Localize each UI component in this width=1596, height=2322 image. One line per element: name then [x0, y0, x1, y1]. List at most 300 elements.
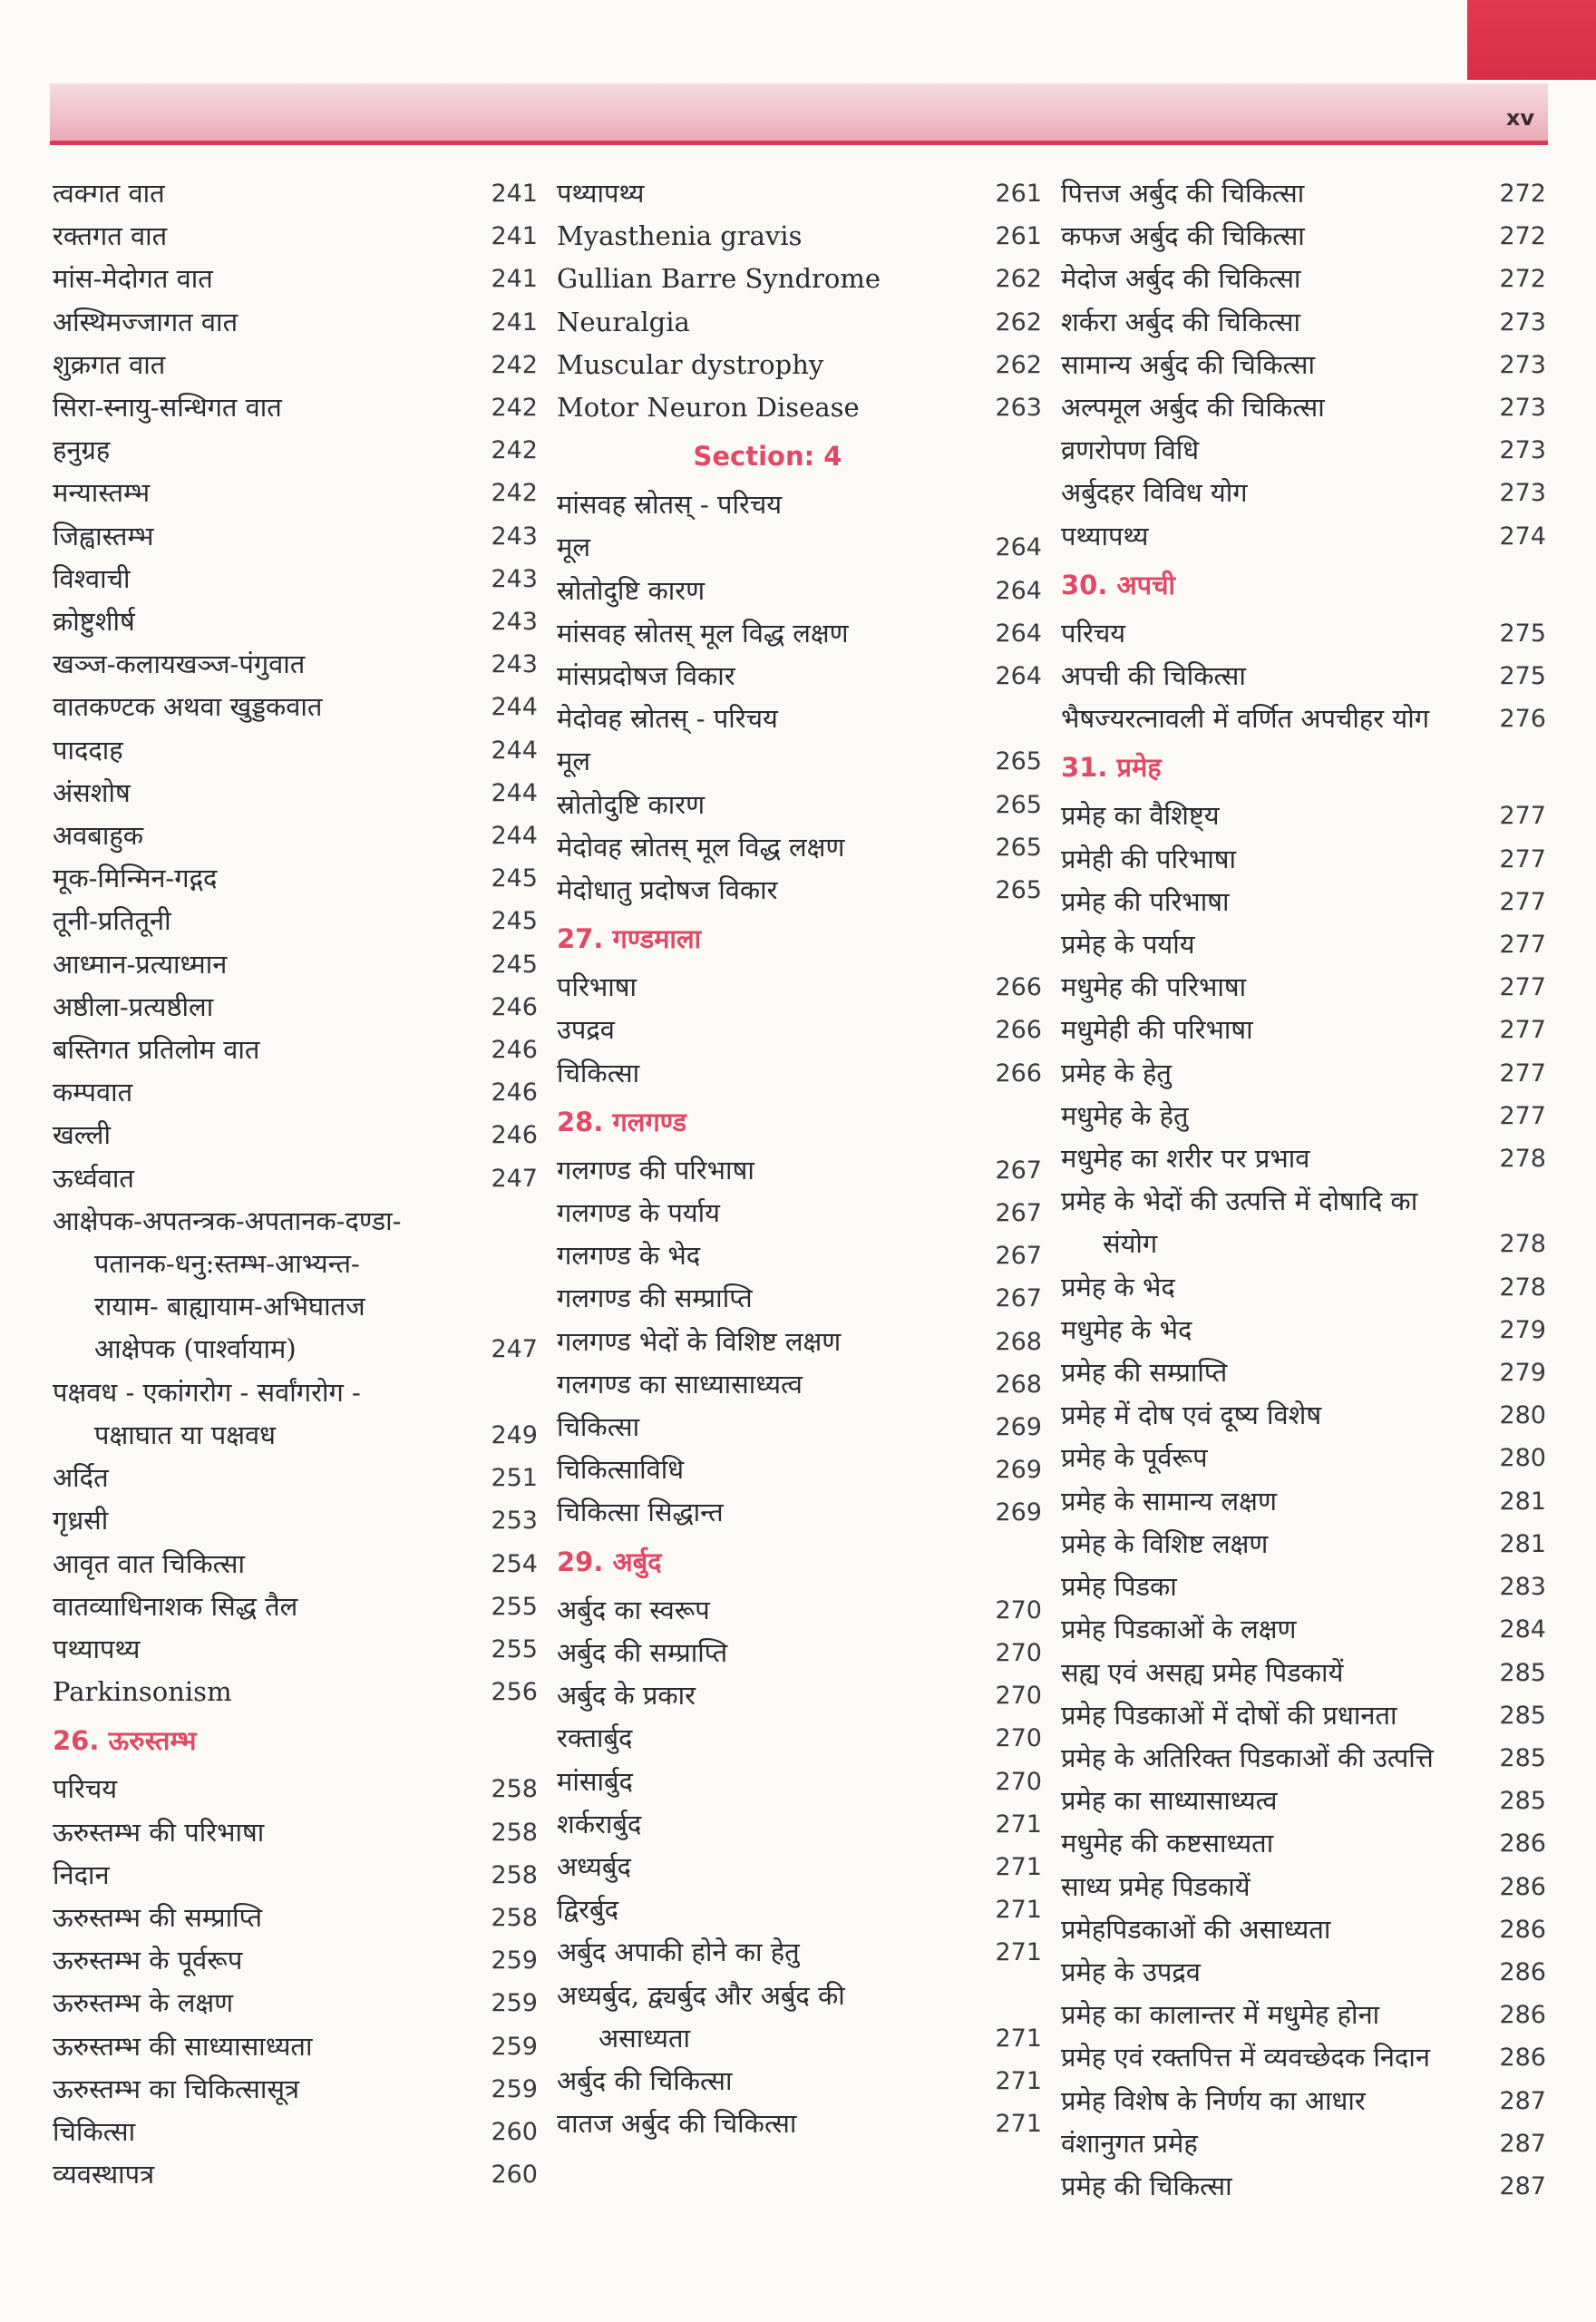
entry-title: अवबाहुक	[53, 820, 144, 852]
entry-title: Parkinsonism	[53, 1676, 232, 1708]
entry-title-continuation: आक्षेपक (पार्श्वायाम)	[94, 1333, 297, 1365]
page-ref: 246	[491, 1121, 538, 1150]
page-ref: 286	[1499, 1915, 1546, 1944]
toc-entry	[557, 1888, 1042, 1931]
toc-entry	[1061, 1994, 1546, 2036]
page-ref: 247	[491, 1164, 538, 1193]
toc-entry	[53, 2068, 538, 2111]
toc-entry	[53, 1499, 538, 1542]
page-ref: 244	[491, 693, 538, 722]
page-ref: 274	[1499, 522, 1546, 551]
entry-title: प्रमेह के भेद	[1061, 1271, 1175, 1302]
page-ref: 270	[995, 1638, 1042, 1667]
entry-title: गलगण्ड भेदों के विशिष्ट लक्षण	[557, 1325, 842, 1357]
entry-title: खञ्ज-कलायखञ्ज-पंगुवात	[53, 649, 306, 680]
page-ref: 278	[1499, 1145, 1546, 1174]
entry-title: ऊरुस्तम्भ के पूर्वरूप	[53, 1945, 243, 1976]
toc-entry	[53, 729, 538, 772]
toc-entry	[557, 1589, 1042, 1632]
toc-entry	[53, 1982, 538, 2024]
entry-title: पक्षवध - एकांगरोग - सर्वांगरोग -	[53, 1376, 361, 1408]
page-ref: 272	[1499, 222, 1546, 251]
entry-title: मांसवह स्रोतस् मूल विद्ध लक्षण	[557, 617, 849, 649]
toc-entry	[557, 869, 1042, 912]
toc-entry	[53, 1543, 538, 1585]
toc-entry	[557, 1009, 1042, 1051]
page-ref: 267	[995, 1199, 1042, 1228]
entry-title: चिकित्सा	[557, 1411, 640, 1443]
page-ref: 285	[1499, 1743, 1546, 1772]
entry-title: प्रमेह का वैशिष्ट्य	[1061, 800, 1220, 832]
entry-title: प्रमेह के विशिष्ट लक्षण	[1061, 1527, 1269, 1559]
page-ref: 249	[491, 1420, 538, 1449]
toc-entry	[53, 472, 538, 514]
entry-title: रक्तगत वात	[53, 220, 168, 252]
toc-entry	[1061, 795, 1546, 837]
toc-entry	[557, 1674, 1042, 1717]
toc-entry	[1061, 612, 1546, 655]
toc-entry	[1061, 2080, 1546, 2122]
entry-title: वातव्याधिनाशक सिद्ध तैल	[53, 1590, 298, 1622]
toc-entry	[53, 215, 538, 258]
entry-title: विश्वाची	[53, 562, 131, 594]
toc-entry	[557, 301, 1042, 344]
entry-title: पथ्यापथ्य	[557, 178, 645, 209]
toc-entry	[1061, 1266, 1546, 1309]
entry-title: अस्थिमज्जागत वात	[53, 306, 238, 337]
page-ref: 271	[995, 1896, 1042, 1925]
section-heading: 27. गण्डमाला	[557, 923, 702, 955]
page-ref: 242	[491, 479, 538, 508]
entry-title: ऊरुस्तम्भ के लक्षण	[53, 1987, 234, 2019]
toc-entry	[557, 1717, 1042, 1760]
page-ref: 266	[995, 1016, 1042, 1045]
toc-entry	[53, 2153, 538, 2196]
entry-title: प्रमेह के अतिरिक्त पिडकाओं की उत्पत्ति	[1061, 1742, 1434, 1773]
toc-entry	[1061, 215, 1546, 258]
toc-column-1	[53, 172, 538, 2196]
entry-title: गलगण्ड की सम्प्राप्ति	[557, 1283, 753, 1314]
page-ref: 260	[491, 2117, 538, 2146]
page-ref: 279	[1499, 1315, 1546, 1344]
toc-entry	[53, 857, 538, 900]
entry-title: चिकित्साविधि	[557, 1454, 685, 1486]
toc-entry	[557, 386, 1042, 429]
toc-entry	[557, 698, 1042, 740]
toc-entry	[1061, 472, 1546, 514]
toc-entry	[53, 1157, 538, 1200]
toc-entry	[1061, 1566, 1546, 1608]
toc-entry	[557, 1149, 1042, 1192]
page-ref: 284	[1499, 1615, 1546, 1644]
entry-title: तूनी-प्रतितूनी	[53, 905, 171, 937]
entry-title: स्रोतोदुष्टि कारण	[557, 788, 706, 820]
toc-entry	[1061, 1652, 1546, 1694]
toc-entry	[557, 1975, 1042, 2060]
toc-entry	[1061, 838, 1546, 881]
page-ref: 286	[1499, 2001, 1546, 2030]
toc-entry	[557, 826, 1042, 869]
page-ref: 278	[1499, 1273, 1546, 1302]
entry-title: परिचय	[1061, 617, 1126, 649]
entry-title: अंसशोष	[53, 776, 131, 808]
entry-title: मूल	[557, 746, 591, 777]
toc-entry	[557, 570, 1042, 612]
toc-entry	[1061, 258, 1546, 300]
entry-title: Muscular dystrophy	[557, 348, 824, 380]
entry-title: चिकित्सा सिद्धान्त	[557, 1497, 724, 1528]
entry-title: मांसवह स्रोतस् - परिचय	[557, 489, 783, 521]
entry-title: मन्यास्तम्भ	[53, 477, 151, 509]
page-ref: 266	[995, 1059, 1042, 1088]
entry-title: प्रमेह का कालान्तर में मधुमेह होना	[1061, 1999, 1380, 2031]
page-ref: 242	[491, 350, 538, 379]
entry-title: वातज अर्बुद की चिकित्सा	[557, 2108, 797, 2140]
toc-entry	[53, 172, 538, 215]
entry-title: पाददाह	[53, 734, 123, 766]
entry-title: गलगण्ड की परिभाषा	[557, 1154, 754, 1185]
toc-entry	[53, 386, 538, 429]
page-ref: 262	[995, 350, 1042, 379]
entry-title: प्रमेह विशेष के निर्णय का आधार	[1061, 2084, 1366, 2116]
page-ref: 241	[491, 180, 538, 208]
entry-title: खल्ली	[53, 1119, 111, 1151]
page-ref: 243	[491, 650, 538, 679]
entry-title: प्रमेह पिडकाओं में दोषों की प्रधानता	[1061, 1699, 1397, 1731]
entry-title: जिह्वास्तम्भ	[53, 520, 154, 551]
page-ref: 256	[491, 1678, 538, 1707]
entry-title: आवृत वात चिकित्सा	[53, 1547, 246, 1579]
entry-title: कफज अर्बुद की चिकित्सा	[1061, 220, 1305, 252]
entry-title: सामान्य अर्बुद की चिकित्सा	[1061, 348, 1316, 380]
toc-entry	[53, 1671, 538, 1713]
page-ref: 264	[995, 533, 1042, 562]
entry-title: गलगण्ड का साध्यासाध्यत्व	[557, 1368, 803, 1400]
toc-entry	[1061, 344, 1546, 386]
page-ref: 262	[995, 265, 1042, 294]
entry-title: मेदोवह स्रोतस् - परिचय	[557, 703, 778, 735]
page-ref: 285	[1499, 1787, 1546, 1816]
toc-entry	[1061, 386, 1546, 429]
page-ref: 275	[1499, 619, 1546, 648]
page-ref: 273	[1499, 479, 1546, 508]
entry-title: ऊरुस्तम्भ की सम्प्राप्ति	[53, 1901, 263, 1933]
entry-title: वातकण्टक अथवा खुड्डकवात	[53, 691, 323, 723]
toc-entry	[557, 1234, 1042, 1277]
page-ref: 263	[995, 394, 1042, 423]
page-ref: 271	[995, 2066, 1042, 2095]
entry-title: अल्पमूल अर्बुद की चिकित्सा	[1061, 392, 1325, 424]
toc-entry	[53, 429, 538, 472]
page-ref: 275	[1499, 662, 1546, 691]
page-ref: 270	[995, 1595, 1042, 1624]
corner-tab	[1467, 0, 1596, 80]
entry-title: प्रमेह की परिभाषा	[1061, 885, 1230, 917]
toc-entry	[53, 1628, 538, 1671]
page-ref: 247	[491, 1335, 538, 1364]
toc-entry	[53, 1897, 538, 1939]
entry-title: प्रमेह के पर्याय	[1061, 929, 1195, 961]
entry-title: गलगण्ड के पर्याय	[557, 1197, 720, 1229]
toc-entry	[1061, 1608, 1546, 1651]
page-ref: 241	[491, 307, 538, 337]
entry-title: प्रमेहपिडकाओं की असाध्यता	[1061, 1913, 1331, 1945]
page-ref: 281	[1499, 1487, 1546, 1516]
toc-entry	[557, 1406, 1042, 1449]
entry-title: शुक्रगत वात	[53, 348, 166, 380]
toc-entry	[1061, 301, 1546, 344]
page-ref: 243	[491, 608, 538, 637]
page-ref: 278	[1499, 1230, 1546, 1259]
toc-entry	[53, 686, 538, 728]
entry-title: प्रमेह के सामान्य लक्षण	[1061, 1485, 1277, 1517]
toc-entry	[557, 1449, 1042, 1491]
toc-entry	[557, 215, 1042, 258]
page-ref: 271	[995, 2024, 1042, 2053]
toc-entry	[1061, 1351, 1546, 1394]
page-ref: 285	[1499, 1701, 1546, 1730]
page-ref: 280	[1499, 1401, 1546, 1430]
toc-entry	[557, 966, 1042, 1009]
page-ref: 286	[1499, 2044, 1546, 2073]
toc-entry	[1061, 881, 1546, 923]
page-ref: 258	[491, 1775, 538, 1804]
entry-title: शर्करा अर्बुद की चिकित्सा	[1061, 306, 1301, 337]
toc-entry	[1061, 1052, 1546, 1095]
entry-title: अर्दित	[53, 1462, 109, 1494]
page-ref: 261	[995, 180, 1042, 208]
page-ref: 283	[1499, 1573, 1546, 1602]
page-ref: 285	[1499, 1658, 1546, 1687]
page-ref: 270	[995, 1682, 1042, 1711]
entry-title: वंशानुगत प्रमेह	[1061, 2127, 1198, 2159]
page-ref: 242	[491, 394, 538, 423]
section-heading: 31. प्रमेह	[1061, 752, 1162, 784]
entry-title: पथ्यापथ्य	[1061, 520, 1149, 551]
toc-entry	[53, 258, 538, 300]
entry-title: Myasthenia gravis	[557, 220, 803, 252]
page-ref: 254	[491, 1549, 538, 1578]
entry-title: अष्ठीला-प्रत्यष्ठीला	[53, 990, 214, 1022]
toc-entry	[53, 558, 538, 600]
page-ref: 276	[1499, 705, 1546, 734]
toc-entry	[53, 2025, 538, 2068]
entry-title: Neuralgia	[557, 306, 690, 337]
toc-entry	[557, 2102, 1042, 2145]
page-ref: 266	[995, 973, 1042, 1002]
toc-entry	[557, 784, 1042, 826]
toc-entry	[557, 655, 1042, 698]
entry-title: मांसार्बुद	[557, 1765, 633, 1797]
entry-title: मेदोज अर्बुद की चिकित्सा	[1061, 263, 1301, 295]
entry-title: पथ्यापथ्य	[53, 1633, 141, 1664]
page-ref: 259	[491, 2074, 538, 2103]
toc-entry	[53, 815, 538, 857]
toc-entry	[1061, 1180, 1546, 1265]
entry-title-continuation: संयोग	[1103, 1228, 1158, 1260]
entry-title: आध्मान-प्रत्याध्मान	[53, 948, 228, 980]
toc-entry	[53, 1371, 538, 1457]
page-ref: 272	[1499, 265, 1546, 294]
toc-entry	[557, 1803, 1042, 1846]
entry-title: अर्बुद के प्रकार	[557, 1680, 696, 1712]
page-ref: 273	[1499, 394, 1546, 423]
entry-title: चिकित्सा	[557, 1057, 640, 1088]
page-ref: 271	[995, 1938, 1042, 1967]
page-ref: 287	[1499, 2129, 1546, 2158]
entry-title: प्रमेही की परिभाषा	[1061, 843, 1236, 874]
toc-entry	[557, 612, 1042, 655]
page-ref: 281	[1499, 1529, 1546, 1558]
entry-title: प्रमेह के पूर्वरूप	[1061, 1442, 1208, 1474]
section-heading: 26. ऊरुस्तम्भ	[53, 1725, 197, 1757]
toc-entry	[53, 1071, 538, 1114]
toc-entry	[1061, 1309, 1546, 1351]
page-ref: 269	[995, 1413, 1042, 1442]
toc-entry	[557, 1192, 1042, 1234]
toc-entry	[53, 643, 538, 686]
page-ref: 277	[1499, 1059, 1546, 1088]
entry-title: ऊरुस्तम्भ की परिभाषा	[53, 1816, 265, 1848]
toc-entry	[1061, 2036, 1546, 2079]
toc-entry	[1061, 1780, 1546, 1822]
toc-entry	[53, 301, 538, 344]
toc-entry	[53, 1029, 538, 1071]
page-ref: 268	[995, 1327, 1042, 1356]
header-band	[50, 83, 1548, 145]
page-ref: 251	[491, 1464, 538, 1493]
toc-entry	[53, 1585, 538, 1628]
page-ref: 259	[491, 1946, 538, 1976]
entry-title-continuation: रायाम- बाह्यायाम-अभिघातज	[94, 1291, 365, 1322]
entry-title: शर्करार्बुद	[557, 1808, 642, 1839]
toc-entry	[1061, 1737, 1546, 1780]
entry-title: प्रमेह पिडकाओं के लक्षण	[1061, 1614, 1297, 1645]
entry-title: मेदोधातु प्रदोषज विकार	[557, 874, 778, 906]
toc-entry	[557, 526, 1042, 569]
toc-column-3	[1061, 172, 1546, 2208]
toc-entry	[557, 1846, 1042, 1888]
page-ref: 258	[491, 1818, 538, 1847]
entry-title: उपद्रव	[557, 1014, 615, 1046]
toc-entry	[53, 900, 538, 942]
entry-title: मधुमेह की परिभाषा	[1061, 971, 1247, 1003]
page-ref: 245	[491, 950, 538, 979]
page-ref: 273	[1499, 350, 1546, 379]
page-ref: 280	[1499, 1444, 1546, 1473]
page-ref: 268	[995, 1370, 1042, 1399]
entry-title: प्रमेह पिडका	[1061, 1571, 1177, 1603]
page-ref: 245	[491, 907, 538, 936]
entry-title: आक्षेपक-अपतन्त्रक-अपतानक-दण्डा-	[53, 1205, 402, 1236]
entry-title: गृध्रसी	[53, 1505, 109, 1537]
page-ref: 264	[995, 619, 1042, 648]
entry-title: द्विरर्बुद	[557, 1894, 619, 1926]
page-ref: 258	[491, 1860, 538, 1889]
toc-entry	[1061, 923, 1546, 966]
entry-title: ऊर्ध्ववात	[53, 1162, 134, 1194]
toc-entry	[53, 1854, 538, 1897]
toc-entry	[53, 515, 538, 558]
page-ref: 262	[995, 307, 1042, 337]
toc-entry	[53, 2111, 538, 2153]
page-ref: 273	[1499, 436, 1546, 465]
entry-title: चिकित्सा	[53, 2115, 136, 2147]
page-number: xv	[1505, 105, 1534, 131]
entry-title: स्रोतोदुष्टि कारण	[557, 574, 706, 606]
toc-entry	[557, 344, 1042, 386]
entry-title: Motor Neuron Disease	[557, 392, 860, 424]
toc-entry	[557, 1761, 1042, 1803]
entry-title: सिरा-स्नायु-सन्धिगत वात	[53, 392, 282, 424]
toc-entry	[557, 1632, 1042, 1674]
page-ref: 271	[995, 1852, 1042, 1881]
page-ref: 264	[995, 662, 1042, 691]
entry-title: सह्य एवं असह्य प्रमेह पिडकायें	[1061, 1656, 1344, 1688]
toc-entry	[1061, 1866, 1546, 1908]
page-ref: 260	[491, 2161, 538, 2190]
page-ref: 271	[995, 1810, 1042, 1839]
page-ref: 273	[1499, 307, 1546, 337]
page-ref: 243	[491, 522, 538, 551]
toc-entry	[557, 483, 1042, 526]
entry-title: Gullian Barre Syndrome	[557, 263, 881, 295]
toc-entry	[557, 258, 1042, 300]
toc-entry	[557, 1363, 1042, 1406]
toc-entry	[1061, 2122, 1546, 2165]
page-ref: 246	[491, 992, 538, 1021]
entry-title: क्रोष्टुशीर्ष	[53, 606, 135, 638]
page-ref: 269	[995, 1456, 1042, 1485]
entry-title: मधुमेही की परिभाषा	[1061, 1014, 1253, 1046]
toc-entry	[557, 1491, 1042, 1534]
toc-entry	[53, 772, 538, 815]
toc-entry	[1061, 172, 1546, 215]
entry-title: अर्बुद अपाकी होने का हेतु	[557, 1937, 800, 1968]
page-ref: 286	[1499, 1829, 1546, 1859]
page-ref: 277	[1499, 973, 1546, 1002]
entry-title: अर्बुदहर विविध योग	[1061, 477, 1248, 509]
toc-entry	[53, 1811, 538, 1854]
page-ref: 271	[995, 2110, 1042, 2139]
toc-entry	[1061, 1394, 1546, 1437]
page-ref: 277	[1499, 1101, 1546, 1130]
entry-title: मधुमेह के हेतु	[1061, 1099, 1189, 1131]
entry-title-continuation: असाध्यता	[598, 2022, 691, 2054]
entry-title: अध्यर्बुद, द्व्यर्बुद और अर्बुद की	[557, 1979, 845, 2011]
toc-entry	[557, 172, 1042, 215]
entry-title: भैषज्यरत्नावली में वर्णित अपचीहर योग	[1061, 703, 1430, 735]
entry-title: मूक-मिन्मिन-गद्गद	[53, 863, 218, 894]
section-heading: 30. अपची	[1061, 569, 1176, 600]
entry-title: प्रमेह एवं रक्तपित्त में व्यवच्छेदक निदान	[1061, 2042, 1430, 2073]
page-ref: 286	[1499, 1872, 1546, 1901]
page-ref: 255	[491, 1592, 538, 1621]
entry-title: मधुमेह का शरीर पर प्रभाव	[1061, 1143, 1310, 1175]
entry-title: प्रमेह की सम्प्राप्ति	[1061, 1357, 1228, 1389]
toc-entry	[53, 1939, 538, 1982]
page-ref: 287	[1499, 2171, 1546, 2200]
toc-entry	[557, 1931, 1042, 1974]
page-ref: 241	[491, 222, 538, 251]
entry-title: व्यवस्थापत्र	[53, 2159, 155, 2190]
entry-title: प्रमेह में दोष एवं दूष्य विशेष	[1061, 1400, 1322, 1431]
entry-title: अर्बुद का स्वरूप	[557, 1594, 710, 1625]
section-heading: 28. गलगण्ड	[557, 1106, 687, 1137]
toc-entry	[557, 1321, 1042, 1363]
entry-title-continuation: पक्षाघात या पक्षवध	[94, 1419, 276, 1450]
page-ref: 267	[995, 1156, 1042, 1185]
